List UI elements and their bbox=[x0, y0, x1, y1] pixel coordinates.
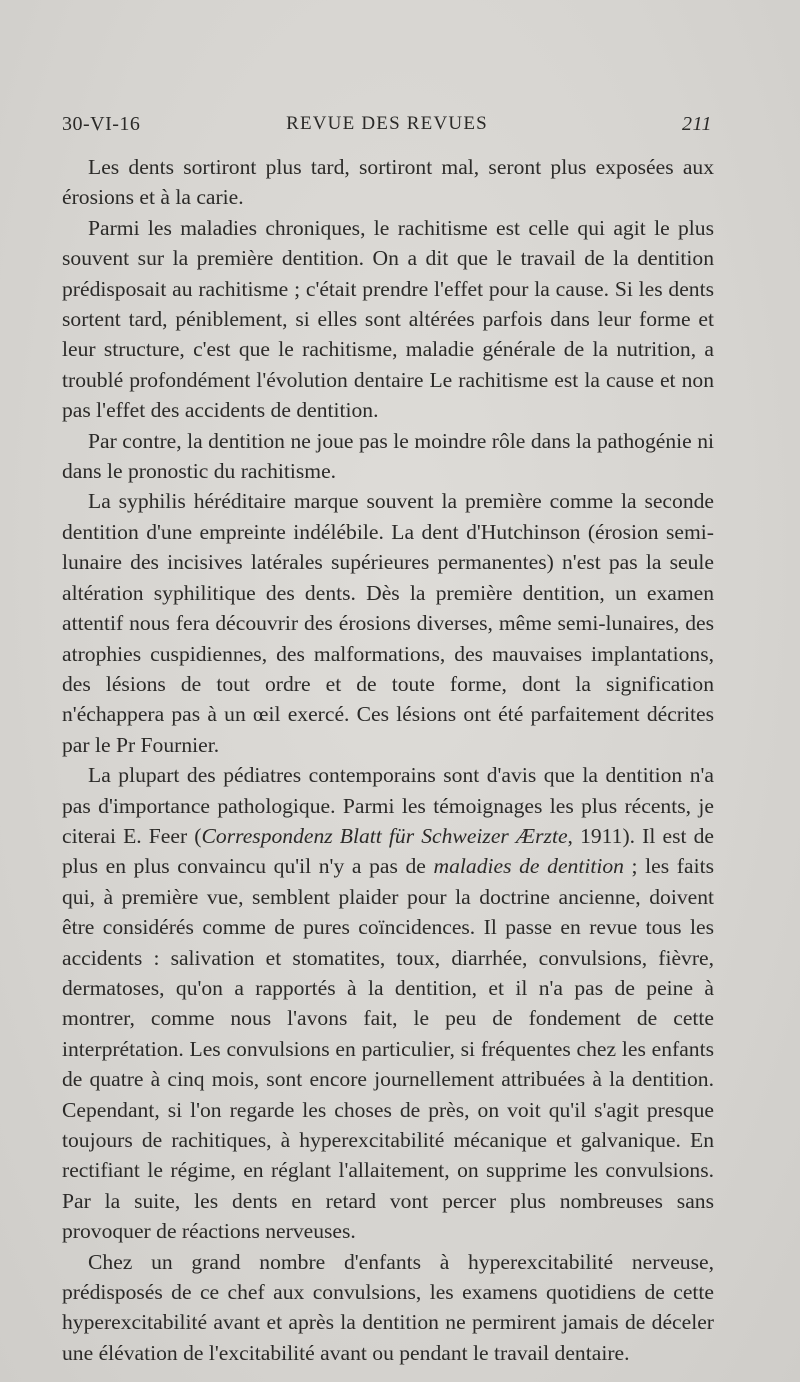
header-date: 30-VI-16 bbox=[62, 113, 141, 135]
paragraph-pathogeny: Par contre, la dentition ne joue pas le moindre rôle dans la pathogénie ni dans le pronostic du rachitisme. bbox=[62, 428, 714, 484]
paragraph-rachitism: Parmi les maladies chroniques, le rachitisme est celle qui agit le plus souvent sur la première dentition. On a dit que le travail de la dentition prédisposait au rachitisme ; c'était prendre l'effet pour la cause. Si les dents sortent tard, péniblement, si elles sont altérées parfois dans leur forme et leur structure, c'est que le rachitisme, maladie générale de la nutrition, a troublé profondément l'évolution dentaire Le rachitisme est la cause et non pas l'effet des accidents de dentition. bbox=[62, 215, 714, 423]
paragraph-hyperexcitability: Chez un grand nombre d'enfants à hyperexcitabilité nerveuse, prédisposés de ce chef aux convulsions, les examens quotidiens de cette hyperexcitabilité avant et après la dentition ne permirent jamais de déceler une élévation de l'excitabilité avant ou pendant le travail dentaire. bbox=[62, 1249, 714, 1365]
paragraph-pediatricians-part-2: , 1911). Il est de plus en plus convaincu qu'il n'y a pas de bbox=[62, 823, 714, 879]
paragraph-pediatricians bbox=[62, 760, 714, 1247]
citation-journal-title: Correspondenz Blatt für Schweizer Ærzte bbox=[201, 823, 568, 848]
paragraph-syphilis: La syphilis héréditaire marque souvent la première comme la seconde dentition d'une empreinte indélébile. La dent d'Hutchinson (érosion semi-lunaire des incisives latérales supérieures permanentes) n'est pas la seule altération syphilitique des dents. Dès la première dentition, un examen attentif nous fera découvrir des érosions diverses, même semi-lunaires, des atrophies cuspidiennes, des malformations, des mauvaises implantations, des lésions de tout ordre et de toute forme, dont la signification n'échappera pas à un œil exercé. Ces lésions ont été parfaitement décrites par le Pr Fournier. bbox=[62, 489, 714, 757]
header-title: REVUE DES REVUES bbox=[286, 113, 488, 134]
running-header bbox=[62, 113, 712, 143]
page-number: 211 bbox=[681, 113, 712, 135]
paragraph-pediatricians-part-3: ; les faits qui, à première vue, semblent plaider pour la doctrine ancienne, doivent être considérés comme de pures coïncidences. Il passe en revue tous les accidents : salivation et stomatites, toux, diarrhée, convulsions, fièvre, dermatoses, qu'on a rapportés à la dentition, et il n'a pas de peine à montrer, comme nous l'avons fait, le peu de fondement de cette interprétation. Les convulsions en particulier, si fréquentes chez les enfants de quatre à cinq mois, sont encore journellement attribuées à la dentition. Cependant, si l'on regarde les choses de près, on voit qu'il s'agit presque toujours de rachitiques, à hyperexcitabilité mécanique et galvanique. En rectifiant le régime, en réglant l'allaitement, on supprime les convulsions. Par la suite, les dents en retard vont percer plus nombreuses sans provoquer de réactions nerveuses. bbox=[62, 854, 714, 1244]
article-body bbox=[62, 152, 714, 1368]
paragraph-pediatricians-part-1: La plupart des pédiatres contemporains sont d'avis que la dentition n'a pas d'importance pathologique. Parmi les témoignages les plus récents, je citerai E. Feer ( bbox=[62, 763, 714, 848]
term-maladies-de-dentition: maladies de dentition bbox=[433, 854, 624, 879]
paragraph-teeth-erosion: Les dents sortiront plus tard, sortiront mal, seront plus exposées aux érosions et à la carie. bbox=[62, 155, 714, 210]
